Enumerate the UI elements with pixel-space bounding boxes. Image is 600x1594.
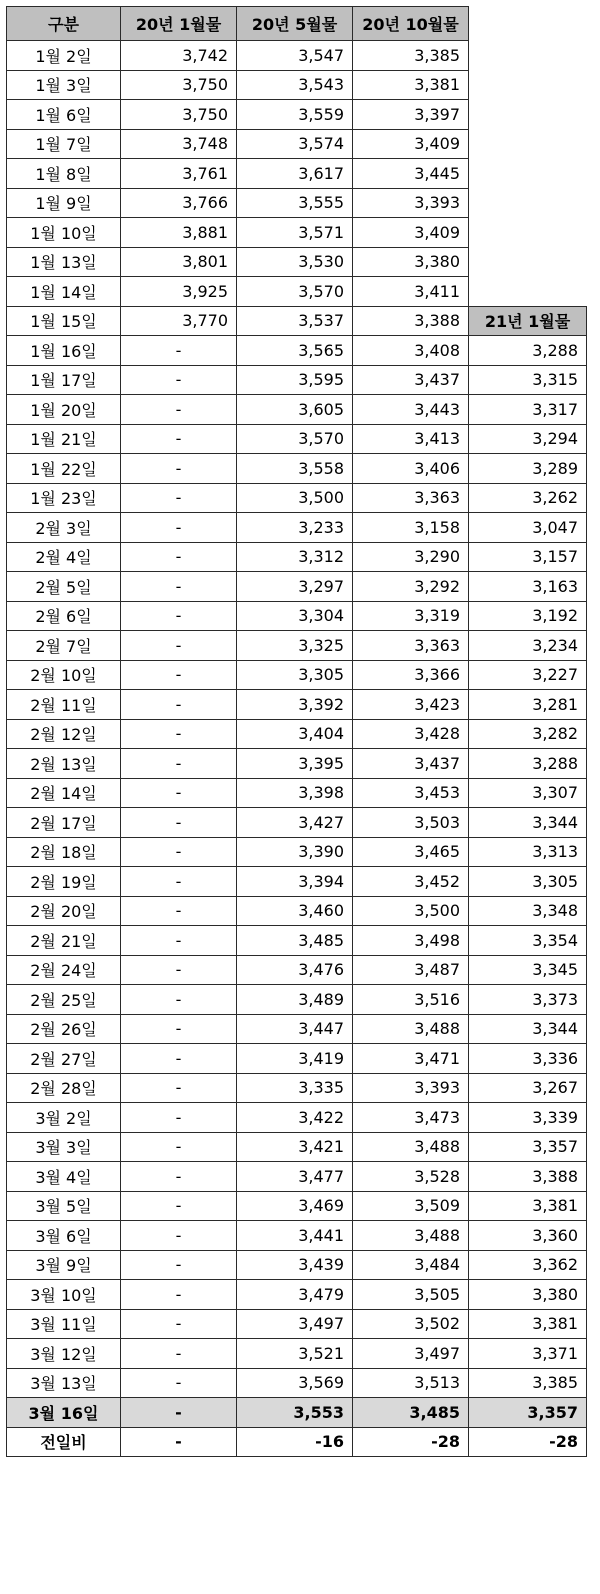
header-20-may-contract: 20년 5월물 xyxy=(237,7,353,41)
row-20-may-value: 3,617 xyxy=(237,159,353,189)
row-blank-cell xyxy=(469,129,587,159)
row-21-jan-value: 3,317 xyxy=(469,395,587,425)
row-20-jan-value: - xyxy=(121,542,237,572)
row-20-jan-value: - xyxy=(121,1309,237,1339)
table-row xyxy=(7,955,587,985)
table-row xyxy=(7,1103,587,1133)
row-20-jan-value: - xyxy=(121,365,237,395)
row-20-may-value: 3,404 xyxy=(237,719,353,749)
row-20-oct-value: 3,453 xyxy=(353,778,469,808)
row-date: 2월 7일 xyxy=(7,631,121,661)
table-row xyxy=(7,159,587,189)
row-blank-cell xyxy=(469,41,587,71)
row-20-jan-value: - xyxy=(121,926,237,956)
row-date: 3월 9일 xyxy=(7,1250,121,1280)
table-row xyxy=(7,1309,587,1339)
row-date: 3월 6일 xyxy=(7,1221,121,1251)
row-20-jan-value: 3,770 xyxy=(121,306,237,336)
row-date: 2월 17일 xyxy=(7,808,121,838)
header-20-jan-contract: 20년 1월물 xyxy=(121,7,237,41)
row-20-oct-value: 3,443 xyxy=(353,395,469,425)
row-20-jan-value: - xyxy=(121,778,237,808)
row-20-may-value: 3,335 xyxy=(237,1073,353,1103)
row-21-jan-value: 3,315 xyxy=(469,365,587,395)
row-20-may-value: 3,392 xyxy=(237,690,353,720)
row-date: 1월 6일 xyxy=(7,100,121,130)
table-row xyxy=(7,660,587,690)
row-20-jan-value: - xyxy=(121,395,237,425)
row-20-may-value: 3,565 xyxy=(237,336,353,366)
row-20-may-value: 3,422 xyxy=(237,1103,353,1133)
table-row xyxy=(7,1162,587,1192)
table-row xyxy=(7,896,587,926)
row-blank-cell xyxy=(469,277,587,307)
row-20-jan-value: - xyxy=(121,336,237,366)
row-21-jan-value: 3,282 xyxy=(469,719,587,749)
table-row xyxy=(7,1132,587,1162)
row-20-oct-value: 3,488 xyxy=(353,1221,469,1251)
current-day-row-label: 3월 16일 xyxy=(7,1398,121,1428)
row-21-jan-value: 3,381 xyxy=(469,1309,587,1339)
row-date: 3월 11일 xyxy=(7,1309,121,1339)
table-row xyxy=(7,483,587,513)
header-row xyxy=(7,7,587,41)
row-20-jan-value: - xyxy=(121,601,237,631)
row-date: 2월 25일 xyxy=(7,985,121,1015)
table-row xyxy=(7,454,587,484)
row-date: 1월 8일 xyxy=(7,159,121,189)
row-20-oct-value: 3,409 xyxy=(353,129,469,159)
row-20-may-value: 3,530 xyxy=(237,247,353,277)
row-21-jan-value: 3,354 xyxy=(469,926,587,956)
table-row xyxy=(7,218,587,248)
table-row xyxy=(7,985,587,1015)
table-row xyxy=(7,1044,587,1074)
table-row xyxy=(7,70,587,100)
row-20-oct-value: 3,497 xyxy=(353,1339,469,1369)
row-20-may-value: 3,233 xyxy=(237,513,353,543)
row-20-may-value: 3,447 xyxy=(237,1014,353,1044)
table-row xyxy=(7,631,587,661)
row-21-jan-value: 3,281 xyxy=(469,690,587,720)
row-21-jan-value: 3,313 xyxy=(469,837,587,867)
row-20-may-value: 3,439 xyxy=(237,1250,353,1280)
table-row xyxy=(7,424,587,454)
header-20-oct-contract: 20년 10월물 xyxy=(353,7,469,41)
row-date: 2월 11일 xyxy=(7,690,121,720)
row-21-jan-value: 3,336 xyxy=(469,1044,587,1074)
row-20-oct-value: 3,487 xyxy=(353,955,469,985)
row-20-jan-value: - xyxy=(121,1162,237,1192)
row-date: 2월 10일 xyxy=(7,660,121,690)
table-row xyxy=(7,513,587,543)
table-row xyxy=(7,749,587,779)
row-21-jan-value: 3,344 xyxy=(469,808,587,838)
row-20-may-value: 3,312 xyxy=(237,542,353,572)
current-day-row-20-oct: 3,485 xyxy=(353,1398,469,1428)
row-20-oct-value: 3,363 xyxy=(353,483,469,513)
row-20-jan-value: 3,750 xyxy=(121,100,237,130)
row-date: 1월 15일 xyxy=(7,306,121,336)
row-21-jan-value: 3,371 xyxy=(469,1339,587,1369)
row-21-jan-value: 3,288 xyxy=(469,749,587,779)
row-20-jan-value: - xyxy=(121,1280,237,1310)
row-20-may-value: 3,537 xyxy=(237,306,353,336)
row-21-jan-value: 3,307 xyxy=(469,778,587,808)
table-row xyxy=(7,1014,587,1044)
row-20-jan-value: - xyxy=(121,631,237,661)
row-20-may-value: 3,559 xyxy=(237,100,353,130)
row-20-jan-value: - xyxy=(121,1368,237,1398)
header-blank-cell xyxy=(469,7,587,41)
row-date: 2월 28일 xyxy=(7,1073,121,1103)
row-20-oct-value: 3,411 xyxy=(353,277,469,307)
row-date: 1월 9일 xyxy=(7,188,121,218)
table-row xyxy=(7,808,587,838)
daily-change-row-20-oct: -28 xyxy=(353,1427,469,1457)
table-row xyxy=(7,1280,587,1310)
row-date: 3월 3일 xyxy=(7,1132,121,1162)
table-row xyxy=(7,277,587,307)
row-date: 2월 12일 xyxy=(7,719,121,749)
daily-change-row-20-jan: - xyxy=(121,1427,237,1457)
table-row xyxy=(7,1073,587,1103)
row-20-may-value: 3,497 xyxy=(237,1309,353,1339)
row-date: 3월 10일 xyxy=(7,1280,121,1310)
row-20-jan-value: - xyxy=(121,660,237,690)
row-20-oct-value: 3,380 xyxy=(353,247,469,277)
row-20-may-value: 3,555 xyxy=(237,188,353,218)
row-20-jan-value: - xyxy=(121,749,237,779)
row-20-jan-value: 3,761 xyxy=(121,159,237,189)
daily-change-row-20-may: -16 xyxy=(237,1427,353,1457)
row-21-jan-value: 3,262 xyxy=(469,483,587,513)
row-20-oct-value: 3,513 xyxy=(353,1368,469,1398)
table-row xyxy=(7,306,587,336)
row-21-jan-value: 3,192 xyxy=(469,601,587,631)
row-blank-cell xyxy=(469,100,587,130)
row-20-oct-value: 3,292 xyxy=(353,572,469,602)
table-row xyxy=(7,837,587,867)
row-20-jan-value: - xyxy=(121,985,237,1015)
row-date: 1월 14일 xyxy=(7,277,121,307)
header-category: 구분 xyxy=(7,7,121,41)
row-20-jan-value: 3,881 xyxy=(121,218,237,248)
row-20-oct-value: 3,471 xyxy=(353,1044,469,1074)
row-21-jan-value: 3,385 xyxy=(469,1368,587,1398)
daily-change-row xyxy=(7,1427,587,1457)
table-row xyxy=(7,41,587,71)
row-date: 2월 6일 xyxy=(7,601,121,631)
row-date: 1월 22일 xyxy=(7,454,121,484)
row-20-may-value: 3,394 xyxy=(237,867,353,897)
row-21-jan-value: 3,380 xyxy=(469,1280,587,1310)
row-20-may-value: 3,595 xyxy=(237,365,353,395)
row-20-jan-value: 3,925 xyxy=(121,277,237,307)
row-date: 1월 10일 xyxy=(7,218,121,248)
table-row xyxy=(7,1191,587,1221)
row-21-jan-value: 3,360 xyxy=(469,1221,587,1251)
row-21-jan-value: 3,289 xyxy=(469,454,587,484)
row-20-oct-value: 3,488 xyxy=(353,1014,469,1044)
row-21-jan-value: 3,157 xyxy=(469,542,587,572)
row-date: 1월 16일 xyxy=(7,336,121,366)
row-20-may-value: 3,605 xyxy=(237,395,353,425)
row-date: 2월 5일 xyxy=(7,572,121,602)
row-20-may-value: 3,469 xyxy=(237,1191,353,1221)
row-20-jan-value: - xyxy=(121,1044,237,1074)
table-row xyxy=(7,247,587,277)
row-20-oct-value: 3,437 xyxy=(353,749,469,779)
row-20-may-value: 3,325 xyxy=(237,631,353,661)
row-20-jan-value: - xyxy=(121,1103,237,1133)
row-date: 2월 13일 xyxy=(7,749,121,779)
row-date: 1월 21일 xyxy=(7,424,121,454)
row-20-may-value: 3,569 xyxy=(237,1368,353,1398)
row-20-may-value: 3,304 xyxy=(237,601,353,631)
row-21-jan-value: 3,163 xyxy=(469,572,587,602)
row-20-oct-value: 3,393 xyxy=(353,1073,469,1103)
table-row xyxy=(7,1221,587,1251)
row-20-oct-value: 3,445 xyxy=(353,159,469,189)
row-20-jan-value: - xyxy=(121,424,237,454)
row-20-may-value: 3,427 xyxy=(237,808,353,838)
row-date: 2월 14일 xyxy=(7,778,121,808)
row-20-may-value: 3,419 xyxy=(237,1044,353,1074)
row-20-oct-value: 3,409 xyxy=(353,218,469,248)
row-20-oct-value: 3,397 xyxy=(353,100,469,130)
row-date: 2월 3일 xyxy=(7,513,121,543)
row-20-may-value: 3,390 xyxy=(237,837,353,867)
row-20-jan-value: - xyxy=(121,867,237,897)
row-20-may-value: 3,305 xyxy=(237,660,353,690)
daily-change-row-21-jan: -28 xyxy=(469,1427,587,1457)
row-date: 3월 12일 xyxy=(7,1339,121,1369)
row-20-oct-value: 3,473 xyxy=(353,1103,469,1133)
row-date: 1월 20일 xyxy=(7,395,121,425)
table-row xyxy=(7,601,587,631)
row-20-jan-value: - xyxy=(121,454,237,484)
row-20-oct-value: 3,488 xyxy=(353,1132,469,1162)
row-20-oct-value: 3,393 xyxy=(353,188,469,218)
row-20-jan-value: - xyxy=(121,1073,237,1103)
row-date: 1월 13일 xyxy=(7,247,121,277)
table-body xyxy=(7,7,587,1457)
row-20-may-value: 3,521 xyxy=(237,1339,353,1369)
row-date: 2월 4일 xyxy=(7,542,121,572)
row-20-may-value: 3,398 xyxy=(237,778,353,808)
row-20-may-value: 3,441 xyxy=(237,1221,353,1251)
table-row xyxy=(7,1250,587,1280)
row-21-jan-value: 3,047 xyxy=(469,513,587,543)
row-20-jan-value: - xyxy=(121,808,237,838)
row-20-oct-value: 3,366 xyxy=(353,660,469,690)
table-row xyxy=(7,365,587,395)
row-20-may-value: 3,421 xyxy=(237,1132,353,1162)
row-21-jan-value: 3,288 xyxy=(469,336,587,366)
row-21-jan-value: 3,388 xyxy=(469,1162,587,1192)
row-21-jan-value: 3,305 xyxy=(469,867,587,897)
row-blank-cell xyxy=(469,188,587,218)
row-20-oct-value: 3,363 xyxy=(353,631,469,661)
row-20-may-value: 3,297 xyxy=(237,572,353,602)
row-20-oct-value: 3,388 xyxy=(353,306,469,336)
current-day-row xyxy=(7,1398,587,1428)
row-20-may-value: 3,547 xyxy=(237,41,353,71)
row-date: 1월 3일 xyxy=(7,70,121,100)
row-date: 3월 2일 xyxy=(7,1103,121,1133)
row-21-jan-value: 3,234 xyxy=(469,631,587,661)
row-20-oct-value: 3,505 xyxy=(353,1280,469,1310)
table-row xyxy=(7,867,587,897)
row-20-oct-value: 3,437 xyxy=(353,365,469,395)
row-20-jan-value: - xyxy=(121,1250,237,1280)
row-date: 1월 2일 xyxy=(7,41,121,71)
row-20-oct-value: 3,500 xyxy=(353,896,469,926)
row-20-oct-value: 3,484 xyxy=(353,1250,469,1280)
row-20-oct-value: 3,423 xyxy=(353,690,469,720)
row-21-jan-value: 3,373 xyxy=(469,985,587,1015)
row-20-may-value: 3,460 xyxy=(237,896,353,926)
row-20-oct-value: 3,381 xyxy=(353,70,469,100)
row-20-oct-value: 3,319 xyxy=(353,601,469,631)
current-day-row-20-may: 3,553 xyxy=(237,1398,353,1428)
row-blank-cell xyxy=(469,159,587,189)
current-day-row-20-jan: - xyxy=(121,1398,237,1428)
row-20-jan-value: 3,750 xyxy=(121,70,237,100)
row-blank-cell xyxy=(469,218,587,248)
row-date: 2월 21일 xyxy=(7,926,121,956)
row-20-oct-value: 3,428 xyxy=(353,719,469,749)
row-20-oct-value: 3,528 xyxy=(353,1162,469,1192)
row-20-jan-value: 3,766 xyxy=(121,188,237,218)
row-20-may-value: 3,571 xyxy=(237,218,353,248)
row-21-jan-value: 3,345 xyxy=(469,955,587,985)
row-21-jan-value: 3,381 xyxy=(469,1191,587,1221)
row-20-oct-value: 3,503 xyxy=(353,808,469,838)
row-date: 1월 7일 xyxy=(7,129,121,159)
row-20-may-value: 3,476 xyxy=(237,955,353,985)
row-date: 1월 23일 xyxy=(7,483,121,513)
row-20-jan-value: - xyxy=(121,1221,237,1251)
table-row xyxy=(7,1368,587,1398)
row-21-jan-value: 3,357 xyxy=(469,1132,587,1162)
table-row xyxy=(7,1339,587,1369)
row-date: 2월 19일 xyxy=(7,867,121,897)
row-20-oct-value: 3,290 xyxy=(353,542,469,572)
row-20-jan-value: - xyxy=(121,1191,237,1221)
row-21-jan-value: 3,227 xyxy=(469,660,587,690)
row-20-oct-value: 3,452 xyxy=(353,867,469,897)
table-row xyxy=(7,336,587,366)
row-20-oct-value: 3,158 xyxy=(353,513,469,543)
table-row xyxy=(7,572,587,602)
table-row xyxy=(7,778,587,808)
row-20-may-value: 3,395 xyxy=(237,749,353,779)
row-date: 3월 5일 xyxy=(7,1191,121,1221)
row-20-may-value: 3,485 xyxy=(237,926,353,956)
row-20-oct-value: 3,406 xyxy=(353,454,469,484)
row-date: 3월 13일 xyxy=(7,1368,121,1398)
row-date: 2월 18일 xyxy=(7,837,121,867)
row-20-jan-value: 3,742 xyxy=(121,41,237,71)
row-20-jan-value: - xyxy=(121,690,237,720)
table-row xyxy=(7,188,587,218)
row-20-may-value: 3,570 xyxy=(237,424,353,454)
futures-price-table xyxy=(6,6,587,1457)
row-blank-cell xyxy=(469,247,587,277)
row-20-may-value: 3,500 xyxy=(237,483,353,513)
row-date: 2월 27일 xyxy=(7,1044,121,1074)
table-row xyxy=(7,542,587,572)
current-day-row-21-jan: 3,357 xyxy=(469,1398,587,1428)
row-20-jan-value: - xyxy=(121,837,237,867)
daily-change-row-label: 전일비 xyxy=(7,1427,121,1457)
row-date: 2월 26일 xyxy=(7,1014,121,1044)
row-20-may-value: 3,489 xyxy=(237,985,353,1015)
row-20-oct-value: 3,385 xyxy=(353,41,469,71)
table-row xyxy=(7,719,587,749)
row-21-jan-value: 3,294 xyxy=(469,424,587,454)
row-20-may-value: 3,558 xyxy=(237,454,353,484)
row-20-jan-value: - xyxy=(121,896,237,926)
row-date: 1월 17일 xyxy=(7,365,121,395)
row-20-oct-value: 3,516 xyxy=(353,985,469,1015)
row-20-jan-value: - xyxy=(121,719,237,749)
row-20-jan-value: 3,748 xyxy=(121,129,237,159)
row-21-jan-value: 3,267 xyxy=(469,1073,587,1103)
row-20-jan-value: - xyxy=(121,1339,237,1369)
row-20-oct-value: 3,502 xyxy=(353,1309,469,1339)
row-21-jan-value: 3,348 xyxy=(469,896,587,926)
table-row xyxy=(7,129,587,159)
row-20-may-value: 3,574 xyxy=(237,129,353,159)
row-date: 2월 20일 xyxy=(7,896,121,926)
table-row xyxy=(7,100,587,130)
row-20-oct-value: 3,509 xyxy=(353,1191,469,1221)
row-20-oct-value: 3,498 xyxy=(353,926,469,956)
table-row xyxy=(7,690,587,720)
row-20-oct-value: 3,413 xyxy=(353,424,469,454)
row-date: 2월 24일 xyxy=(7,955,121,985)
row-20-jan-value: - xyxy=(121,1014,237,1044)
row-21-jan-value: 3,339 xyxy=(469,1103,587,1133)
row-20-jan-value: - xyxy=(121,513,237,543)
row-20-jan-value: 3,801 xyxy=(121,247,237,277)
row-20-oct-value: 3,408 xyxy=(353,336,469,366)
table-row xyxy=(7,395,587,425)
row-20-jan-value: - xyxy=(121,1132,237,1162)
row-blank-cell xyxy=(469,70,587,100)
row-20-may-value: 3,477 xyxy=(237,1162,353,1192)
header-21-jan-contract: 21년 1월물 xyxy=(469,306,587,336)
row-20-jan-value: - xyxy=(121,483,237,513)
row-20-may-value: 3,570 xyxy=(237,277,353,307)
row-20-jan-value: - xyxy=(121,572,237,602)
row-20-may-value: 3,543 xyxy=(237,70,353,100)
row-20-may-value: 3,479 xyxy=(237,1280,353,1310)
table-row xyxy=(7,926,587,956)
row-21-jan-value: 3,362 xyxy=(469,1250,587,1280)
row-date: 3월 4일 xyxy=(7,1162,121,1192)
row-20-jan-value: - xyxy=(121,955,237,985)
row-20-oct-value: 3,465 xyxy=(353,837,469,867)
row-21-jan-value: 3,344 xyxy=(469,1014,587,1044)
